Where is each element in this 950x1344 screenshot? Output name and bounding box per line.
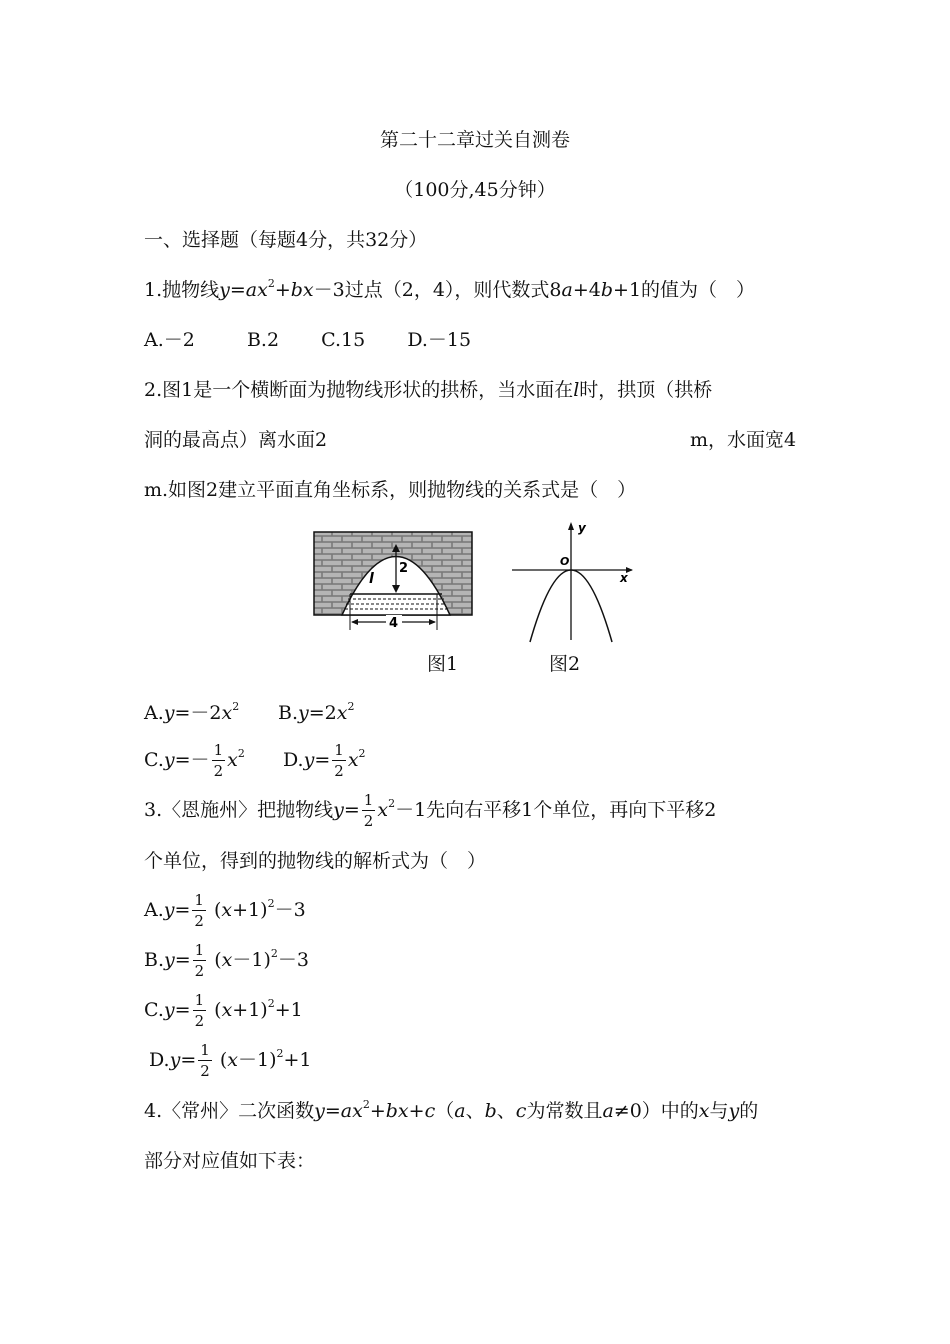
q2-option-b bbox=[278, 700, 355, 724]
q3-prefix: 3.〈恩施州〉把抛物线 bbox=[144, 799, 334, 821]
q3-open-paren: ( bbox=[208, 999, 222, 1021]
fraction-one-half bbox=[332, 743, 346, 779]
q3-option-c-label: C. bbox=[144, 999, 164, 1021]
q2-var-y: y bbox=[303, 749, 315, 771]
q3-sq: 2 bbox=[267, 997, 275, 1010]
q3-option-d-label: D. bbox=[149, 1049, 170, 1071]
q4-neq: ≠0）中的 bbox=[613, 1100, 699, 1122]
fraction-numerator: 1 bbox=[363, 791, 374, 809]
fraction-numerator: 1 bbox=[194, 991, 205, 1009]
q3-minus1: －1) bbox=[232, 949, 271, 971]
q3-sq: 2 bbox=[388, 797, 396, 810]
q2-line3: m.如图2建立平面直角坐标系，则抛物线的关系式是（ ） bbox=[144, 479, 637, 501]
q3-var-x: x bbox=[227, 1049, 238, 1071]
fig1-label-2: 2 bbox=[399, 561, 409, 576]
q3-minus1: －1) bbox=[237, 1049, 277, 1071]
q2-var-x: x bbox=[336, 702, 348, 724]
q3-open-paren: ( bbox=[208, 949, 222, 971]
q3-var-x: x bbox=[221, 899, 233, 921]
fraction-one-half bbox=[193, 943, 207, 979]
q2-var-y: y bbox=[298, 702, 309, 724]
q2-var-x: x bbox=[227, 749, 238, 771]
q2-option-b-expr: =2 bbox=[308, 702, 337, 724]
q2-sq: 2 bbox=[232, 700, 240, 713]
page-subtitle: （100分,45分钟） bbox=[394, 179, 556, 201]
q3-var-y: y bbox=[163, 999, 175, 1021]
q3-plus1: +1) bbox=[232, 899, 268, 921]
q4-de: 的 bbox=[739, 1100, 759, 1122]
q2-option-a bbox=[144, 700, 240, 724]
q3-mid: －1先向右平移1个单位，再向下平移2 bbox=[395, 799, 717, 821]
q4-bx: bx bbox=[385, 1100, 409, 1122]
q3-option-a-label: A. bbox=[144, 899, 164, 921]
q3-var-y: y bbox=[164, 949, 175, 971]
q3-var-y: y bbox=[163, 899, 175, 921]
q4-var-x: x bbox=[698, 1100, 710, 1122]
q4-b: b bbox=[484, 1100, 497, 1122]
fraction-one-half bbox=[212, 743, 226, 779]
fraction-denominator: 2 bbox=[200, 1062, 210, 1080]
q2-sq: 2 bbox=[347, 700, 355, 713]
fig2-label-y: y bbox=[578, 521, 586, 535]
q1-a: a bbox=[561, 279, 573, 301]
q4-sep: 、 bbox=[496, 1100, 516, 1122]
q4-cond: 为常数且 bbox=[526, 1100, 603, 1122]
fig1-label-4: 4 bbox=[389, 616, 399, 631]
section-heading: 一、选择题（每题4分，共32分） bbox=[144, 229, 428, 251]
q4-plus2: + bbox=[408, 1100, 425, 1122]
question-1 bbox=[144, 277, 756, 301]
q3-var-x: x bbox=[377, 799, 389, 821]
q1-rest: －3过点（2，4），则代数式8 bbox=[313, 279, 562, 301]
q3-eq: = bbox=[174, 999, 191, 1021]
q3-sq: 2 bbox=[270, 947, 278, 960]
fraction-denominator: 2 bbox=[334, 762, 344, 780]
q2-option-d bbox=[283, 740, 366, 783]
q1-options bbox=[144, 331, 471, 350]
q3-option-b bbox=[144, 940, 309, 983]
fig1-label-l: l bbox=[369, 571, 374, 587]
q4-c: c bbox=[424, 1100, 436, 1122]
q3-eq: = bbox=[174, 899, 191, 921]
fraction-denominator: 2 bbox=[213, 762, 224, 780]
q4-and: 与 bbox=[709, 1100, 729, 1122]
q3-line2: 个单位，得到的抛物线的解析式为（ ） bbox=[144, 850, 487, 872]
q1-plus4: +4 bbox=[572, 279, 601, 301]
q2-option-c-label: C. bbox=[144, 749, 164, 771]
q3-minus3: －3 bbox=[277, 949, 309, 971]
q3-var-y: y bbox=[333, 799, 344, 821]
q4-a2: a bbox=[602, 1100, 614, 1122]
q2-var-y: y bbox=[163, 702, 175, 724]
q1-tail: +1的值为（ ） bbox=[613, 279, 756, 301]
q1-bx: bx bbox=[290, 279, 314, 301]
q2-option-a-label: A. bbox=[144, 702, 164, 724]
q1-option-c: C.15 bbox=[321, 329, 366, 351]
q2-var-y: y bbox=[163, 749, 175, 771]
q1-option-d: D.－15 bbox=[407, 329, 472, 351]
q4-var-y2: y bbox=[728, 1100, 740, 1122]
fraction-one-half bbox=[198, 1043, 212, 1079]
q4-eq: = bbox=[324, 1100, 341, 1122]
q1-var-y: y bbox=[219, 279, 230, 301]
figure-2-caption: 图2 bbox=[549, 653, 581, 675]
q3-plus1b: +1 bbox=[274, 999, 303, 1021]
q2-var-x: x bbox=[347, 749, 359, 771]
fraction-one-half bbox=[192, 893, 206, 929]
fraction-numerator: 1 bbox=[194, 891, 204, 909]
q2-var-x: x bbox=[221, 702, 233, 724]
fraction-one-half bbox=[362, 793, 376, 829]
q1-ax: ax bbox=[245, 279, 268, 301]
q3-minus3: －3 bbox=[274, 899, 306, 921]
q3-option-c bbox=[144, 990, 303, 1033]
fraction-numerator: 1 bbox=[334, 741, 344, 759]
fraction-numerator: 1 bbox=[200, 1041, 210, 1059]
q2-sq: 2 bbox=[237, 747, 245, 760]
fraction-one-half bbox=[193, 993, 207, 1029]
question-3 bbox=[144, 790, 716, 833]
q2-text-b: 时，拱顶（拱桥 bbox=[579, 379, 713, 401]
q3-eq: = bbox=[180, 1049, 197, 1071]
q2-option-c bbox=[144, 740, 245, 783]
fraction-denominator: 2 bbox=[363, 812, 374, 830]
figure-2-coordinate-parabola bbox=[508, 518, 638, 644]
width-arrow-head-right bbox=[429, 619, 436, 625]
q3-eq: = bbox=[174, 949, 191, 971]
q3-open-paren: ( bbox=[213, 1049, 228, 1071]
q1-option-b: B.2 bbox=[246, 329, 280, 351]
page-title: 第二十二章过关自测卷 bbox=[379, 129, 570, 151]
q2-text-a: 2.图1是一个横断面为抛物线形状的拱桥，当水面在 bbox=[144, 379, 574, 401]
q3-option-a bbox=[144, 890, 306, 933]
y-axis-arrow bbox=[568, 522, 574, 530]
q3-var-y: y bbox=[169, 1049, 181, 1071]
fraction-numerator: 1 bbox=[213, 741, 224, 759]
q4-a: a bbox=[454, 1100, 466, 1122]
width-arrow-head-left bbox=[351, 619, 358, 625]
q4-sep: 、 bbox=[465, 1100, 485, 1122]
question-4 bbox=[144, 1098, 759, 1122]
fig2-label-x: x bbox=[620, 571, 628, 585]
q2-option-c-expr: =－ bbox=[174, 749, 210, 771]
q3-plus1b: +1 bbox=[283, 1049, 312, 1071]
fraction-denominator: 2 bbox=[194, 1012, 205, 1030]
q3-option-d bbox=[149, 1040, 312, 1083]
q2-sq: 2 bbox=[358, 747, 366, 760]
q3-eq: = bbox=[343, 799, 360, 821]
q2-line2-right: m，水面宽4 bbox=[690, 429, 797, 451]
q3-sq: 2 bbox=[267, 897, 275, 910]
q1-prefix: 1.抛物线 bbox=[144, 279, 220, 301]
question-2 bbox=[144, 381, 712, 400]
q3-var-x: x bbox=[221, 999, 233, 1021]
q1-b: b bbox=[600, 279, 614, 301]
q1-sq: 2 bbox=[267, 277, 275, 290]
fraction-denominator: 2 bbox=[194, 962, 205, 980]
q4-sq: 2 bbox=[362, 1098, 370, 1111]
q1-plus: + bbox=[274, 279, 291, 301]
figure-1-arch-bridge bbox=[312, 530, 474, 632]
q3-option-b-label: B. bbox=[144, 949, 165, 971]
q2-option-d-label: D. bbox=[283, 749, 304, 771]
q2-option-b-label: B. bbox=[278, 702, 299, 724]
q2-option-d-expr: = bbox=[314, 749, 331, 771]
q2-option-a-expr: =－2 bbox=[174, 702, 222, 724]
q4-line2: 部分对应值如下表： bbox=[144, 1150, 316, 1172]
q3-var-x: x bbox=[221, 949, 233, 971]
fraction-denominator: 2 bbox=[194, 912, 204, 930]
q4-prefix: 4.〈常州〉二次函数 bbox=[144, 1100, 315, 1122]
figure-1-caption: 图1 bbox=[427, 653, 459, 675]
q3-open-paren: ( bbox=[207, 899, 222, 921]
q3-plus1: +1) bbox=[232, 999, 268, 1021]
q1-eq: = bbox=[229, 279, 246, 301]
q4-ax: ax bbox=[340, 1100, 363, 1122]
fraction-numerator: 1 bbox=[194, 941, 205, 959]
q1-option-a: A.－2 bbox=[144, 329, 195, 351]
q4-plus: + bbox=[369, 1100, 386, 1122]
q4-c2: c bbox=[515, 1100, 527, 1122]
q4-var-y: y bbox=[314, 1100, 325, 1122]
q2-line2-left: 洞的最高点）离水面2 bbox=[144, 429, 328, 451]
q3-sq: 2 bbox=[276, 1047, 284, 1060]
fig2-label-o: O bbox=[560, 555, 570, 568]
q2-var-l: l bbox=[573, 379, 580, 401]
q4-paren: （ bbox=[435, 1100, 455, 1122]
